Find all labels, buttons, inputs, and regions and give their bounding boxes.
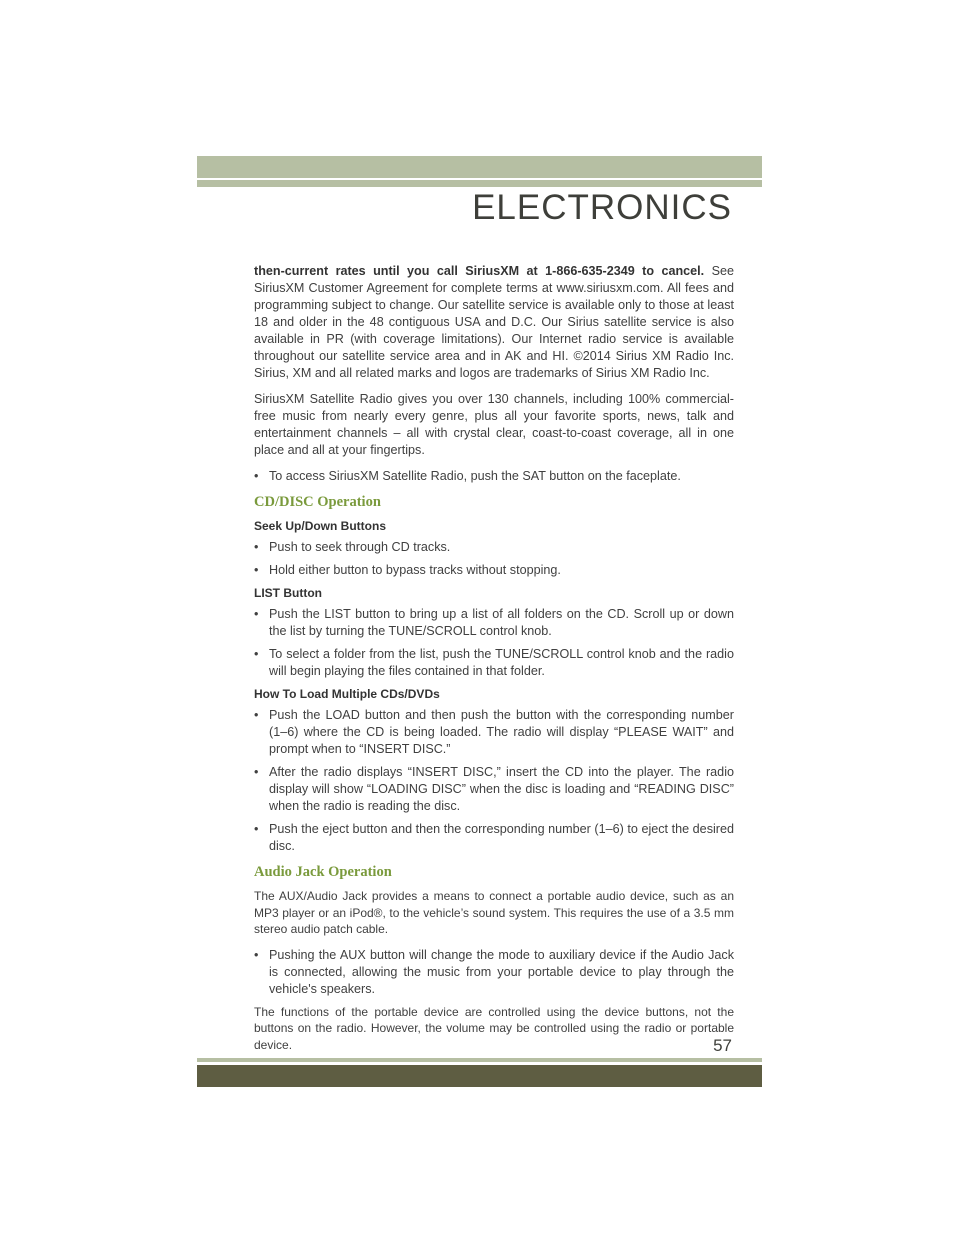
bullet-aux: • Pushing the AUX button will change the mode to auxiliary device if the Audio Jack is connected, allowing the music from your portable device to play through the vehicle's speakers.	[254, 947, 734, 998]
bullet-list-1: • Push the LIST button to bring up a list of all folders on the CD. Scroll up or down the list by turning the TUNE/SCROLL control knob.	[254, 606, 734, 640]
audio-paragraph-1: The AUX/Audio Jack provides a means to connect a portable audio device, such as an MP3 player or an iPod®, to the vehicle’s sound system. This requires the use of a 3.5 mm stereo audio patch cable.	[254, 889, 734, 936]
heading-load: How To Load Multiple CDs/DVDs	[254, 687, 440, 701]
audio-paragraph-2: The functions of the portable device are controlled using the device buttons, not the buttons on the radio. However, the volume may be controlled using the radio or portable device.	[254, 1004, 734, 1052]
header-rule	[197, 180, 762, 187]
heading-cd-disc: CD/DISC Operation	[254, 494, 381, 510]
bullet-list-2: • To select a folder from the list, push the TUNE/SCROLL control knob and the radio will begin playing the files contained in that folder.	[254, 646, 734, 680]
bullet-sat: • To access SiriusXM Satellite Radio, push the SAT button on the faceplate.	[254, 468, 734, 485]
bullet-load-3: • Push the eject button and then the corresponding number (1–6) to eject the desired disc.	[254, 821, 734, 855]
page-content	[254, 263, 734, 1062]
bullet-seek-1: • Push to seek through CD tracks.	[254, 539, 734, 556]
siriusxm-paragraph: SiriusXM Satellite Radio gives you over 130 channels, including 100% commercial-free music from nearly every genre, plus all your favorite sports, news, talk and entertainment channels – all with crystal clear, coast-to-coast coverage, all in one place and all at your fingertips.	[254, 392, 734, 457]
intro-paragraph	[254, 263, 734, 382]
footer-band	[197, 1065, 762, 1087]
intro-text: See SiriusXM Customer Agreement for complete terms at www.siriusxm.com. All fees and programming subject to change. Our satellite service is available only to those at least 18 and older in the 48 contiguous USA and D.C. Our Sirius satellite service is also available in PR (with coverage limitations). Our Internet radio service is available throughout our satellite service area and in AK and HI. ©2014 Sirius XM Radio Inc. Sirius, XM and all related marks and logos are trademarks of Sirius XM Radio Inc.	[254, 264, 734, 380]
bullet-load-2: • After the radio displays “INSERT DISC,” insert the CD into the player. The radio display will show “LOADING DISC” when the disc is loading and “READING DISC” when the radio is reading the disc.	[254, 764, 734, 815]
bullet-load-1: • Push the LOAD button and then push the button with the corresponding number (1–6) where the CD is being loaded. The radio will display “PLEASE WAIT” and prompt when to “INSERT DISC.”	[254, 707, 734, 758]
footer-rule	[197, 1058, 762, 1062]
heading-list: LIST Button	[254, 586, 322, 600]
heading-seek: Seek Up/Down Buttons	[254, 519, 387, 533]
bullet-seek-2: • Hold either button to bypass tracks without stopping.	[254, 562, 734, 579]
intro-bold-lead: then-current rates until you call SiriusXM at 1-866-635-2349 to cancel.	[254, 264, 705, 278]
heading-audio-jack: Audio Jack Operation	[254, 864, 392, 880]
section-title: ELECTRONICS	[472, 188, 732, 227]
page-number: 57	[713, 1036, 732, 1055]
header-band	[197, 156, 762, 178]
